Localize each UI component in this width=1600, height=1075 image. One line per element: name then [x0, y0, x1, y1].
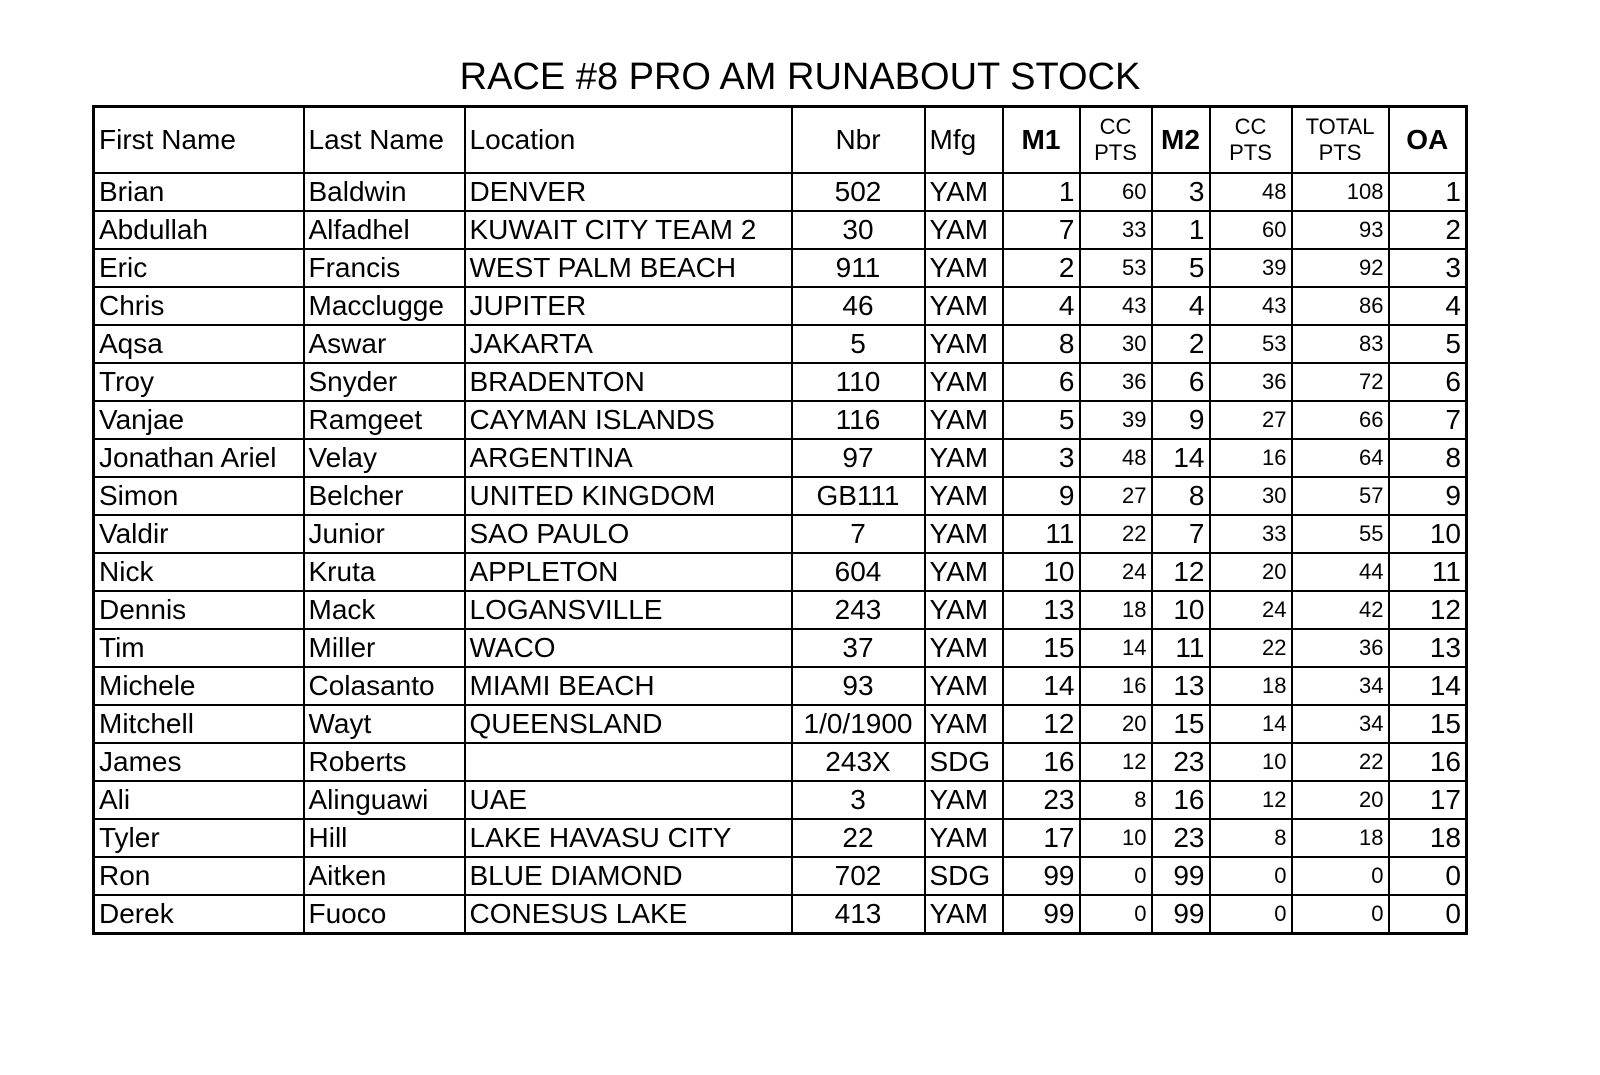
- header-mfg: Mfg: [925, 107, 1003, 174]
- cell-first-name: Derek: [94, 895, 304, 934]
- cell-oa: 14: [1389, 667, 1467, 705]
- cell-cc-pts-2: 53: [1210, 325, 1292, 363]
- cell-cc-pts-2: 14: [1210, 705, 1292, 743]
- cell-m1: 4: [1003, 287, 1080, 325]
- cell-last-name: Baldwin: [304, 173, 465, 211]
- cell-location: DENVER: [465, 173, 792, 211]
- header-cc-pts-1-line2: PTS: [1094, 140, 1137, 165]
- table-row: [94, 629, 1467, 667]
- header-location: Location: [465, 107, 792, 174]
- cell-oa: 18: [1389, 819, 1467, 857]
- cell-m2: 5: [1152, 249, 1210, 287]
- cell-total-pts: 0: [1292, 895, 1389, 934]
- cell-oa: 7: [1389, 401, 1467, 439]
- cell-m2: 15: [1152, 705, 1210, 743]
- cell-m2: 23: [1152, 819, 1210, 857]
- cell-location: BRADENTON: [465, 363, 792, 401]
- cell-cc-pts-2: 43: [1210, 287, 1292, 325]
- cell-m2: 12: [1152, 553, 1210, 591]
- cell-total-pts: 36: [1292, 629, 1389, 667]
- cell-nbr: 7: [792, 515, 925, 553]
- cell-m2: 8: [1152, 477, 1210, 515]
- cell-oa: 8: [1389, 439, 1467, 477]
- cell-nbr: 30: [792, 211, 925, 249]
- header-cc-pts-1: [1080, 107, 1152, 174]
- cell-location: [465, 743, 792, 781]
- cell-oa: 2: [1389, 211, 1467, 249]
- cell-nbr: GB111: [792, 477, 925, 515]
- header-cc-pts-2-line1: CC: [1234, 114, 1267, 139]
- cell-mfg: YAM: [925, 287, 1003, 325]
- cell-oa: 6: [1389, 363, 1467, 401]
- cell-cc-pts-1: 24: [1080, 553, 1152, 591]
- cell-last-name: Francis: [304, 249, 465, 287]
- cell-m2: 7: [1152, 515, 1210, 553]
- cell-oa: 12: [1389, 591, 1467, 629]
- cell-last-name: Hill: [304, 819, 465, 857]
- cell-oa: 16: [1389, 743, 1467, 781]
- header-m2: M2: [1152, 107, 1210, 174]
- cell-last-name: Fuoco: [304, 895, 465, 934]
- cell-cc-pts-1: 0: [1080, 857, 1152, 895]
- cell-m1: 7: [1003, 211, 1080, 249]
- cell-oa: 4: [1389, 287, 1467, 325]
- cell-m2: 4: [1152, 287, 1210, 325]
- cell-total-pts: 44: [1292, 553, 1389, 591]
- cell-mfg: YAM: [925, 515, 1003, 553]
- cell-m1: 17: [1003, 819, 1080, 857]
- table-row: [94, 363, 1467, 401]
- cell-total-pts: 55: [1292, 515, 1389, 553]
- cell-last-name: Roberts: [304, 743, 465, 781]
- cell-nbr: 502: [792, 173, 925, 211]
- cell-first-name: Jonathan Ariel: [94, 439, 304, 477]
- cell-total-pts: 93: [1292, 211, 1389, 249]
- cell-nbr: 413: [792, 895, 925, 934]
- cell-location: JAKARTA: [465, 325, 792, 363]
- table-row: [94, 857, 1467, 895]
- cell-cc-pts-1: 18: [1080, 591, 1152, 629]
- cell-total-pts: 22: [1292, 743, 1389, 781]
- cell-m1: 15: [1003, 629, 1080, 667]
- cell-cc-pts-1: 39: [1080, 401, 1152, 439]
- cell-last-name: Snyder: [304, 363, 465, 401]
- cell-cc-pts-2: 33: [1210, 515, 1292, 553]
- cell-last-name: Miller: [304, 629, 465, 667]
- cell-last-name: Colasanto: [304, 667, 465, 705]
- header-first-name: First Name: [94, 107, 304, 174]
- cell-m2: 16: [1152, 781, 1210, 819]
- table-row: [94, 325, 1467, 363]
- cell-cc-pts-1: 30: [1080, 325, 1152, 363]
- cell-total-pts: 83: [1292, 325, 1389, 363]
- cell-m2: 11: [1152, 629, 1210, 667]
- cell-m2: 6: [1152, 363, 1210, 401]
- table-row: [94, 819, 1467, 857]
- cell-mfg: YAM: [925, 401, 1003, 439]
- cell-mfg: YAM: [925, 895, 1003, 934]
- cell-m1: 2: [1003, 249, 1080, 287]
- cell-cc-pts-1: 27: [1080, 477, 1152, 515]
- cell-first-name: Vanjae: [94, 401, 304, 439]
- cell-mfg: YAM: [925, 629, 1003, 667]
- cell-total-pts: 34: [1292, 705, 1389, 743]
- cell-cc-pts-1: 20: [1080, 705, 1152, 743]
- cell-location: WEST PALM BEACH: [465, 249, 792, 287]
- cell-m2: 10: [1152, 591, 1210, 629]
- cell-first-name: Aqsa: [94, 325, 304, 363]
- cell-first-name: Nick: [94, 553, 304, 591]
- cell-nbr: 22: [792, 819, 925, 857]
- cell-mfg: SDG: [925, 743, 1003, 781]
- cell-m1: 23: [1003, 781, 1080, 819]
- table-row: [94, 401, 1467, 439]
- cell-first-name: Valdir: [94, 515, 304, 553]
- cell-first-name: Simon: [94, 477, 304, 515]
- cell-oa: 15: [1389, 705, 1467, 743]
- cell-cc-pts-2: 27: [1210, 401, 1292, 439]
- cell-total-pts: 86: [1292, 287, 1389, 325]
- cell-cc-pts-2: 48: [1210, 173, 1292, 211]
- cell-oa: 13: [1389, 629, 1467, 667]
- cell-cc-pts-2: 0: [1210, 857, 1292, 895]
- cell-m1: 13: [1003, 591, 1080, 629]
- cell-cc-pts-2: 20: [1210, 553, 1292, 591]
- cell-m2: 3: [1152, 173, 1210, 211]
- cell-m1: 6: [1003, 363, 1080, 401]
- cell-m1: 9: [1003, 477, 1080, 515]
- cell-mfg: YAM: [925, 553, 1003, 591]
- table-row: [94, 211, 1467, 249]
- table-row: [94, 705, 1467, 743]
- cell-location: CAYMAN ISLANDS: [465, 401, 792, 439]
- cell-total-pts: 18: [1292, 819, 1389, 857]
- cell-m1: 10: [1003, 553, 1080, 591]
- table-row: [94, 743, 1467, 781]
- cell-cc-pts-1: 36: [1080, 363, 1152, 401]
- cell-first-name: Troy: [94, 363, 304, 401]
- cell-m1: 3: [1003, 439, 1080, 477]
- cell-location: SAO PAULO: [465, 515, 792, 553]
- cell-first-name: Chris: [94, 287, 304, 325]
- cell-oa: 0: [1389, 857, 1467, 895]
- header-cc-pts-1-line1: CC: [1099, 114, 1132, 139]
- cell-last-name: Velay: [304, 439, 465, 477]
- header-total-pts: [1292, 107, 1389, 174]
- cell-m1: 14: [1003, 667, 1080, 705]
- cell-first-name: Tyler: [94, 819, 304, 857]
- cell-oa: 17: [1389, 781, 1467, 819]
- results-body: [94, 173, 1467, 934]
- table-row: [94, 895, 1467, 934]
- cell-cc-pts-1: 60: [1080, 173, 1152, 211]
- cell-first-name: Brian: [94, 173, 304, 211]
- header-oa: OA: [1389, 107, 1467, 174]
- cell-first-name: James: [94, 743, 304, 781]
- cell-nbr: 702: [792, 857, 925, 895]
- cell-cc-pts-2: 30: [1210, 477, 1292, 515]
- cell-nbr: 911: [792, 249, 925, 287]
- cell-location: LAKE HAVASU CITY: [465, 819, 792, 857]
- cell-total-pts: 72: [1292, 363, 1389, 401]
- table-row: [94, 515, 1467, 553]
- cell-cc-pts-1: 16: [1080, 667, 1152, 705]
- cell-cc-pts-1: 12: [1080, 743, 1152, 781]
- header-row: [94, 107, 1467, 174]
- cell-mfg: YAM: [925, 667, 1003, 705]
- cell-nbr: 97: [792, 439, 925, 477]
- cell-location: KUWAIT CITY TEAM 2: [465, 211, 792, 249]
- cell-cc-pts-1: 48: [1080, 439, 1152, 477]
- cell-total-pts: 66: [1292, 401, 1389, 439]
- table-row: [94, 477, 1467, 515]
- cell-mfg: YAM: [925, 477, 1003, 515]
- header-cc-pts-2: [1210, 107, 1292, 174]
- cell-cc-pts-2: 0: [1210, 895, 1292, 934]
- cell-mfg: YAM: [925, 173, 1003, 211]
- cell-cc-pts-1: 53: [1080, 249, 1152, 287]
- cell-total-pts: 20: [1292, 781, 1389, 819]
- table-row: [94, 591, 1467, 629]
- cell-location: ARGENTINA: [465, 439, 792, 477]
- table-row: [94, 781, 1467, 819]
- cell-last-name: Belcher: [304, 477, 465, 515]
- cell-last-name: Alfadhel: [304, 211, 465, 249]
- cell-cc-pts-1: 14: [1080, 629, 1152, 667]
- results-table: [92, 105, 1468, 935]
- cell-cc-pts-2: 24: [1210, 591, 1292, 629]
- cell-mfg: YAM: [925, 211, 1003, 249]
- cell-m2: 99: [1152, 857, 1210, 895]
- cell-last-name: Wayt: [304, 705, 465, 743]
- cell-cc-pts-1: 8: [1080, 781, 1152, 819]
- cell-cc-pts-1: 10: [1080, 819, 1152, 857]
- header-m1: M1: [1003, 107, 1080, 174]
- cell-m2: 13: [1152, 667, 1210, 705]
- cell-m2: 9: [1152, 401, 1210, 439]
- cell-mfg: YAM: [925, 249, 1003, 287]
- cell-location: QUEENSLAND: [465, 705, 792, 743]
- table-row: [94, 667, 1467, 705]
- cell-location: JUPITER: [465, 287, 792, 325]
- cell-total-pts: 92: [1292, 249, 1389, 287]
- cell-location: UAE: [465, 781, 792, 819]
- cell-location: CONESUS LAKE: [465, 895, 792, 934]
- cell-mfg: SDG: [925, 857, 1003, 895]
- cell-first-name: Tim: [94, 629, 304, 667]
- cell-nbr: 243X: [792, 743, 925, 781]
- cell-oa: 10: [1389, 515, 1467, 553]
- header-total-pts-line1: TOTAL: [1305, 114, 1375, 139]
- cell-nbr: 46: [792, 287, 925, 325]
- cell-location: UNITED KINGDOM: [465, 477, 792, 515]
- cell-cc-pts-2: 22: [1210, 629, 1292, 667]
- cell-location: APPLETON: [465, 553, 792, 591]
- cell-mfg: YAM: [925, 819, 1003, 857]
- cell-nbr: 3: [792, 781, 925, 819]
- cell-first-name: Ali: [94, 781, 304, 819]
- cell-cc-pts-2: 60: [1210, 211, 1292, 249]
- cell-m1: 99: [1003, 857, 1080, 895]
- cell-m1: 8: [1003, 325, 1080, 363]
- cell-mfg: YAM: [925, 591, 1003, 629]
- cell-cc-pts-2: 8: [1210, 819, 1292, 857]
- header-total-pts-line2: PTS: [1318, 140, 1362, 165]
- cell-last-name: Alinguawi: [304, 781, 465, 819]
- cell-cc-pts-1: 43: [1080, 287, 1152, 325]
- cell-m1: 11: [1003, 515, 1080, 553]
- cell-first-name: Dennis: [94, 591, 304, 629]
- cell-oa: 0: [1389, 895, 1467, 934]
- cell-m2: 1: [1152, 211, 1210, 249]
- header-cc-pts-2-line2: PTS: [1229, 140, 1272, 165]
- cell-cc-pts-2: 39: [1210, 249, 1292, 287]
- cell-location: WACO: [465, 629, 792, 667]
- header-nbr: Nbr: [792, 107, 925, 174]
- cell-m2: 23: [1152, 743, 1210, 781]
- cell-total-pts: 108: [1292, 173, 1389, 211]
- cell-first-name: Ron: [94, 857, 304, 895]
- cell-mfg: YAM: [925, 363, 1003, 401]
- cell-mfg: YAM: [925, 325, 1003, 363]
- cell-total-pts: 42: [1292, 591, 1389, 629]
- cell-nbr: 37: [792, 629, 925, 667]
- cell-oa: 11: [1389, 553, 1467, 591]
- cell-m2: 2: [1152, 325, 1210, 363]
- cell-cc-pts-2: 16: [1210, 439, 1292, 477]
- cell-last-name: Aitken: [304, 857, 465, 895]
- cell-cc-pts-2: 10: [1210, 743, 1292, 781]
- cell-last-name: Kruta: [304, 553, 465, 591]
- cell-last-name: Junior: [304, 515, 465, 553]
- cell-last-name: Ramgeet: [304, 401, 465, 439]
- cell-cc-pts-2: 36: [1210, 363, 1292, 401]
- cell-first-name: Michele: [94, 667, 304, 705]
- cell-m1: 12: [1003, 705, 1080, 743]
- table-row: [94, 287, 1467, 325]
- cell-nbr: 243: [792, 591, 925, 629]
- cell-first-name: Mitchell: [94, 705, 304, 743]
- cell-cc-pts-1: 33: [1080, 211, 1152, 249]
- cell-nbr: 93: [792, 667, 925, 705]
- cell-mfg: YAM: [925, 705, 1003, 743]
- cell-last-name: Aswar: [304, 325, 465, 363]
- cell-oa: 3: [1389, 249, 1467, 287]
- cell-location: BLUE DIAMOND: [465, 857, 792, 895]
- cell-mfg: YAM: [925, 781, 1003, 819]
- cell-nbr: 1/0/1900: [792, 705, 925, 743]
- cell-location: MIAMI BEACH: [465, 667, 792, 705]
- cell-first-name: Abdullah: [94, 211, 304, 249]
- cell-m1: 16: [1003, 743, 1080, 781]
- table-row: [94, 173, 1467, 211]
- cell-first-name: Eric: [94, 249, 304, 287]
- cell-nbr: 604: [792, 553, 925, 591]
- cell-cc-pts-2: 18: [1210, 667, 1292, 705]
- cell-oa: 5: [1389, 325, 1467, 363]
- page-title: RACE #8 PRO AM RUNABOUT STOCK: [459, 56, 1141, 98]
- cell-nbr: 5: [792, 325, 925, 363]
- cell-cc-pts-2: 12: [1210, 781, 1292, 819]
- table-row: [94, 553, 1467, 591]
- cell-m2: 99: [1152, 895, 1210, 934]
- cell-m2: 14: [1152, 439, 1210, 477]
- cell-nbr: 116: [792, 401, 925, 439]
- cell-oa: 1: [1389, 173, 1467, 211]
- cell-cc-pts-1: 0: [1080, 895, 1152, 934]
- cell-location: LOGANSVILLE: [465, 591, 792, 629]
- cell-mfg: YAM: [925, 439, 1003, 477]
- header-last-name: Last Name: [304, 107, 465, 174]
- cell-total-pts: 34: [1292, 667, 1389, 705]
- cell-cc-pts-1: 22: [1080, 515, 1152, 553]
- cell-total-pts: 0: [1292, 857, 1389, 895]
- cell-total-pts: 57: [1292, 477, 1389, 515]
- cell-nbr: 110: [792, 363, 925, 401]
- cell-last-name: Mack: [304, 591, 465, 629]
- cell-oa: 9: [1389, 477, 1467, 515]
- cell-m1: 5: [1003, 401, 1080, 439]
- cell-m1: 1: [1003, 173, 1080, 211]
- table-row: [94, 439, 1467, 477]
- table-row: [94, 249, 1467, 287]
- cell-last-name: Macclugge: [304, 287, 465, 325]
- cell-total-pts: 64: [1292, 439, 1389, 477]
- cell-m1: 99: [1003, 895, 1080, 934]
